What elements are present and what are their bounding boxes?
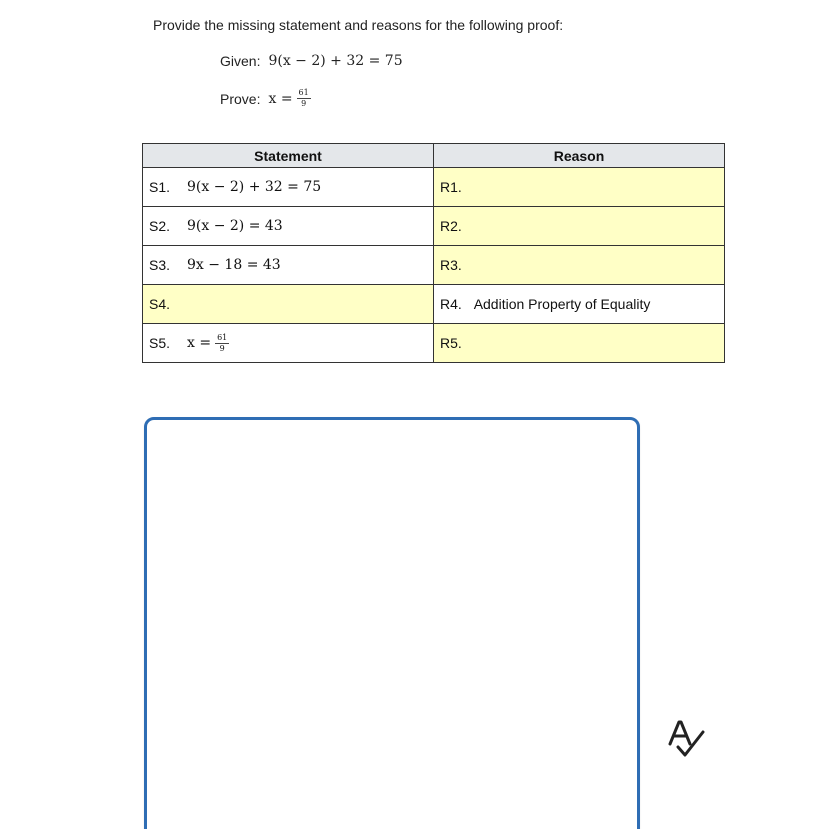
- reason-label: R2.: [440, 218, 462, 234]
- statement-expression: 9x − 18 = 43: [187, 257, 281, 273]
- prove-expression-lhs: x =: [268, 90, 293, 107]
- reason-label: R4.: [440, 296, 462, 312]
- statement-label: S1.: [149, 179, 171, 195]
- statement-fraction: [215, 333, 229, 354]
- prove-numerator: 61: [298, 88, 309, 97]
- statement-label: S5.: [149, 335, 171, 351]
- statement-expression: 9(x − 2) = 43: [187, 218, 283, 234]
- instructions-text: Provide the missing statement and reasons for the following proof:: [153, 17, 564, 33]
- proof-table: [142, 143, 725, 363]
- prove-line: [220, 88, 311, 109]
- given-line: [220, 53, 403, 69]
- reason-label: R1.: [440, 179, 462, 195]
- reason-label: R3.: [440, 257, 462, 273]
- statement-label: S3.: [149, 257, 171, 273]
- given-label: Given:: [220, 53, 261, 69]
- statement-denominator: 9: [219, 343, 225, 353]
- table-row: [143, 324, 725, 363]
- reason-header: Reason: [434, 144, 725, 168]
- prove-label: Prove:: [220, 90, 261, 107]
- prove-denominator: 9: [301, 99, 307, 108]
- table-header-row: [143, 144, 725, 168]
- statement-numerator: 61: [217, 332, 228, 342]
- reason-cell-r2[interactable]: [434, 207, 725, 246]
- prove-fraction: [297, 88, 311, 109]
- reason-cell-r3[interactable]: [434, 246, 725, 285]
- reason-text: Addition Property of Equality: [473, 296, 651, 312]
- statement-header: Statement: [143, 144, 434, 168]
- reason-label: R5.: [440, 335, 462, 351]
- table-row: [143, 168, 725, 207]
- reason-cell-r4: [434, 285, 725, 324]
- table-row: [143, 246, 725, 285]
- statement-cell-s2: [143, 207, 434, 246]
- statement-label: S4.: [149, 296, 171, 312]
- reason-cell-r5[interactable]: [434, 324, 725, 363]
- statement-label: S2.: [149, 218, 171, 234]
- statement-expression-lhs: x =: [187, 335, 212, 351]
- table-row: [143, 207, 725, 246]
- given-expression: 9(x − 2) + 32 = 75: [268, 53, 403, 69]
- statement-cell-s4[interactable]: [143, 285, 434, 324]
- answer-text-area[interactable]: [144, 417, 640, 829]
- statement-cell-s3: [143, 246, 434, 285]
- reason-cell-r1[interactable]: [434, 168, 725, 207]
- table-row: [143, 285, 725, 324]
- statement-cell-s1: [143, 168, 434, 207]
- statement-expression: 9(x − 2) + 32 = 75: [187, 179, 322, 195]
- statement-cell-s5: [143, 324, 434, 363]
- spellcheck-icon[interactable]: [666, 717, 706, 759]
